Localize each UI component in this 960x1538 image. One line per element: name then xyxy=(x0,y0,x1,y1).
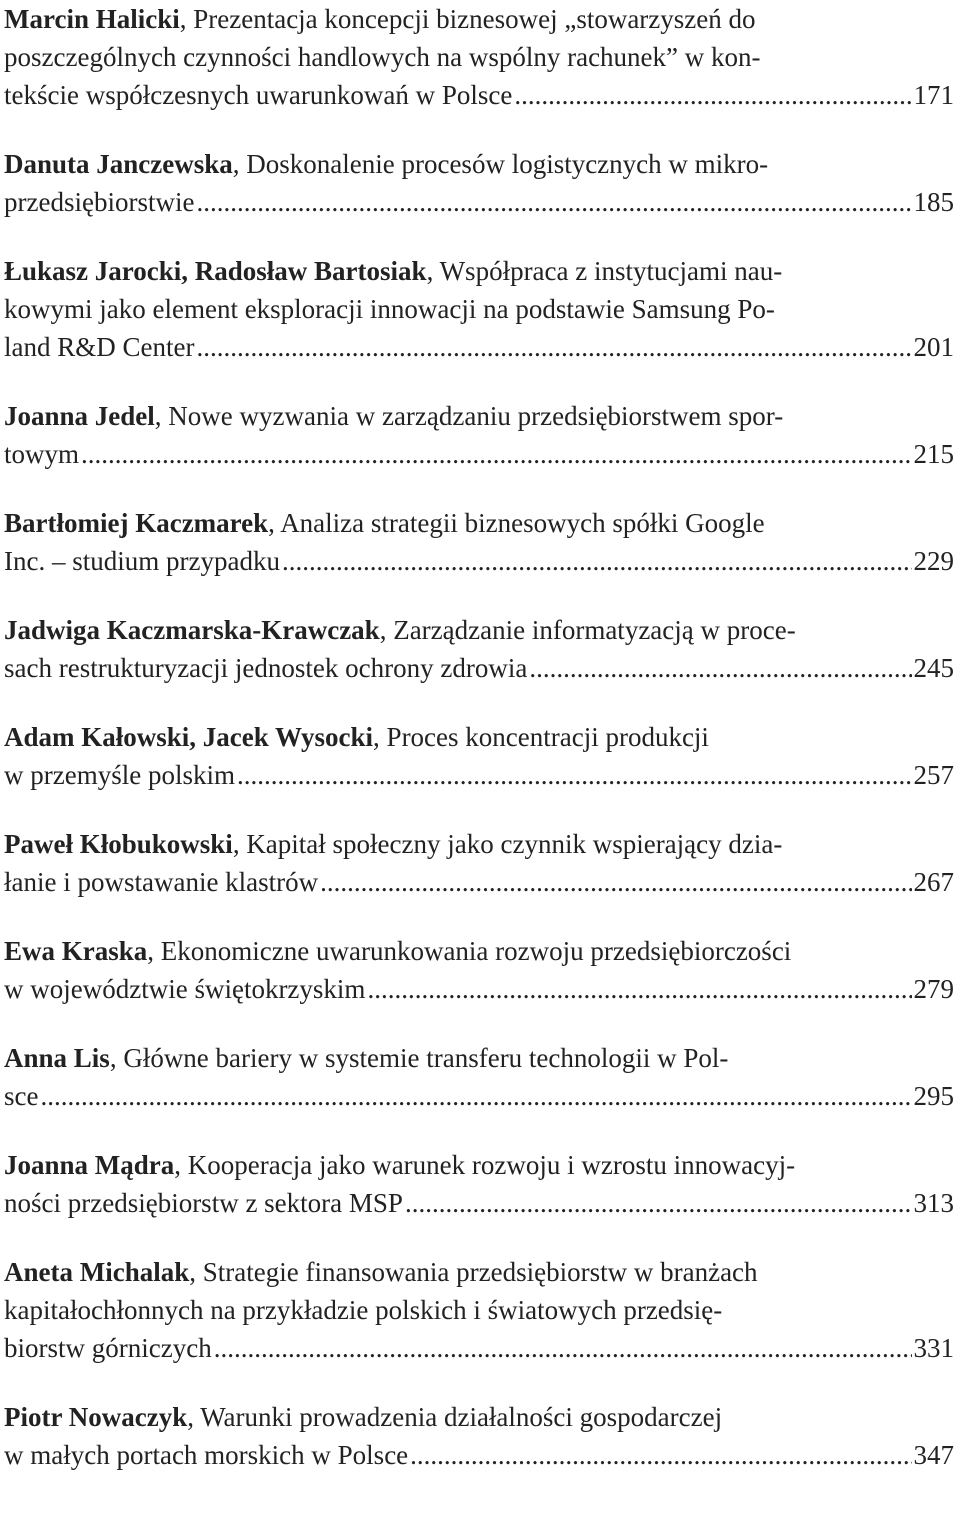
dot-leader xyxy=(405,1184,912,1222)
toc-entry-title: Kapitał społeczny jako czynnik wspierający dzia- xyxy=(246,829,783,859)
toc-entry-title-end: ności przedsiębiorstw z sektora MSP xyxy=(4,1188,403,1218)
dot-leader xyxy=(410,1436,911,1474)
dot-leader xyxy=(282,542,912,580)
toc-entry-last-line xyxy=(4,328,954,366)
toc-entry-title-end: towym xyxy=(4,439,80,469)
toc-entry-title: Strategie finansowania przedsiębiorstw w branżach xyxy=(202,1257,758,1287)
toc-entry-first-line: Joanna Jedel, Nowe wyzwania w zarządzaniu przedsiębiorstwem spor- xyxy=(4,401,784,431)
toc-entry-title-continued: kapitałochłonnych na przykładzie polskich i światowych przedsię- xyxy=(4,1295,723,1325)
dot-leader xyxy=(320,863,911,901)
toc-entry-page-number: 201 xyxy=(913,332,954,362)
toc-entry-title-continued: poszczególnych czynności handlowych na wspólny rachunek” w kon- xyxy=(4,42,761,72)
toc-entry[interactable] xyxy=(4,718,954,794)
toc-entry-title-end: land R&D Center xyxy=(4,332,195,362)
toc-entry-title: Główne bariery w systemie transferu technologii w Pol- xyxy=(123,1043,729,1073)
toc-entry-last-line xyxy=(4,756,954,794)
toc-entry-author: Łukasz Jarocki, Radosław Bartosiak xyxy=(4,256,427,286)
toc-entry-title: Zarządzanie informatyzacją w proce- xyxy=(393,615,796,645)
table-of-contents xyxy=(4,0,954,1505)
toc-entry-page-number: 171 xyxy=(913,80,954,110)
toc-entry-first-line: Ewa Kraska, Ekonomiczne uwarunkowania rozwoju przedsiębiorczości xyxy=(4,936,792,966)
toc-entry-title-end: łanie i powstawanie klastrów xyxy=(4,867,319,897)
toc-entry-first-line: Adam Kałowski, Jacek Wysocki, Proces koncentracji produkcji xyxy=(4,722,709,752)
dot-leader xyxy=(40,1077,911,1115)
toc-entry[interactable] xyxy=(4,504,954,580)
toc-entry-author: Adam Kałowski, Jacek Wysocki xyxy=(4,722,374,752)
toc-entry-page-number: 215 xyxy=(913,439,954,469)
toc-entry[interactable] xyxy=(4,1039,954,1115)
toc-entry-title: Współpraca z instytucjami nau- xyxy=(439,256,783,286)
toc-entry[interactable] xyxy=(4,1146,954,1222)
toc-entry-page-number: 331 xyxy=(913,1333,954,1363)
dot-leader xyxy=(514,76,911,114)
toc-entry-first-line: Piotr Nowaczyk, Warunki prowadzenia działalności gospodarczej xyxy=(4,1402,723,1432)
toc-entry-title: Analiza strategii biznesowych spółki Google xyxy=(280,508,765,538)
toc-entry-author: Ewa Kraska xyxy=(4,936,148,966)
toc-entry[interactable] xyxy=(4,1253,954,1367)
toc-entry-author: Joanna Mądra xyxy=(4,1150,175,1180)
toc-entry-title: Kooperacja jako warunek rozwoju i wzrostu innowacyj- xyxy=(187,1150,796,1180)
toc-entry-title-end: w przemyśle polskim xyxy=(4,760,235,790)
toc-entry-last-line xyxy=(4,970,954,1008)
toc-entry-title-end: w małych portach morskich w Polsce xyxy=(4,1440,409,1470)
toc-entry-page-number: 245 xyxy=(913,653,954,683)
dot-leader xyxy=(196,183,911,221)
toc-entry-last-line xyxy=(4,183,954,221)
toc-entry-first-line: Anna Lis, Główne bariery w systemie transferu technologii w Pol- xyxy=(4,1043,729,1073)
toc-entry-page-number: 295 xyxy=(913,1081,954,1111)
toc-entry-page-number: 257 xyxy=(913,760,954,790)
toc-entry-title-end: sach restrukturyzacji jednostek ochrony zdrowia xyxy=(4,653,528,683)
toc-entry-title-end: sce xyxy=(4,1081,39,1111)
toc-entry-first-line: Jadwiga Kaczmarska-Krawczak, Zarządzanie informatyzacją w proce- xyxy=(4,615,796,645)
toc-entry-last-line xyxy=(4,649,954,687)
toc-entry-title-end: biorstw górniczych xyxy=(4,1333,212,1363)
toc-entry[interactable] xyxy=(4,145,954,221)
toc-entry-title-end: tekście współczesnych uwarunkowań w Polsce xyxy=(4,80,513,110)
toc-entry-last-line xyxy=(4,1184,954,1222)
toc-entry-title-continued: kowymi jako element eksploracji innowacji na podstawie Samsung Po- xyxy=(4,294,775,324)
toc-entry[interactable] xyxy=(4,825,954,901)
toc-entry-author: Paweł Kłobukowski xyxy=(4,829,233,859)
toc-entry-last-line xyxy=(4,1329,954,1367)
toc-entry-last-line xyxy=(4,1436,954,1474)
toc-entry-page-number: 347 xyxy=(913,1440,954,1470)
dot-leader xyxy=(214,1329,912,1367)
dot-leader xyxy=(81,435,911,473)
toc-entry-page-number: 279 xyxy=(913,974,954,1004)
toc-entry-title-end: w województwie świętokrzyskim xyxy=(4,974,366,1004)
toc-entry-author: Jadwiga Kaczmarska-Krawczak xyxy=(4,615,380,645)
toc-entry-page-number: 313 xyxy=(913,1188,954,1218)
toc-entry[interactable] xyxy=(4,611,954,687)
toc-entry-author: Marcin Halicki xyxy=(4,4,180,34)
toc-entry-page-number: 229 xyxy=(913,546,954,576)
toc-entry-author: Bartłomiej Kaczmarek xyxy=(4,508,269,538)
toc-entry[interactable] xyxy=(4,932,954,1008)
toc-entry-first-line: Paweł Kłobukowski, Kapitał społeczny jako czynnik wspierający dzia- xyxy=(4,829,783,859)
dot-leader xyxy=(196,328,911,366)
toc-entry-author: Anna Lis xyxy=(4,1043,110,1073)
toc-entry-last-line xyxy=(4,542,954,580)
toc-entry-author: Joanna Jedel xyxy=(4,401,155,431)
toc-entry-first-line: Łukasz Jarocki, Radosław Bartosiak, Współpraca z instytucjami nau- xyxy=(4,256,783,286)
toc-entry-first-line: Joanna Mądra, Kooperacja jako warunek rozwoju i wzrostu innowacyj- xyxy=(4,1150,796,1180)
toc-entry-author: Danuta Janczewska xyxy=(4,149,233,179)
dot-leader xyxy=(237,756,912,794)
toc-entry-last-line xyxy=(4,76,954,114)
toc-entry[interactable] xyxy=(4,0,954,114)
dot-leader xyxy=(529,649,911,687)
toc-entry-title: Proces koncentracji produkcji xyxy=(386,722,709,752)
toc-entry[interactable] xyxy=(4,1398,954,1474)
toc-entry-title-end: przedsiębiorstwie xyxy=(4,187,195,217)
toc-entry-author: Aneta Michalak xyxy=(4,1257,190,1287)
toc-entry-title-end: Inc. – studium przypadku xyxy=(4,546,280,576)
toc-entry[interactable] xyxy=(4,252,954,366)
toc-entry-author: Piotr Nowaczyk xyxy=(4,1402,188,1432)
toc-entry-title: Prezentacja koncepcji biznesowej „stowarzyszeń do xyxy=(193,4,756,34)
toc-entry-title: Warunki prowadzenia działalności gospodarczej xyxy=(200,1402,723,1432)
toc-entry-title: Doskonalenie procesów logistycznych w mikro- xyxy=(246,149,769,179)
toc-entry[interactable] xyxy=(4,397,954,473)
toc-entry-first-line: Aneta Michalak, Strategie finansowania przedsiębiorstw w branżach xyxy=(4,1257,758,1287)
toc-entry-last-line xyxy=(4,435,954,473)
toc-entry-page-number: 267 xyxy=(913,867,954,897)
toc-entry-first-line: Bartłomiej Kaczmarek, Analiza strategii biznesowych spółki Google xyxy=(4,508,765,538)
toc-entry-title: Ekonomiczne uwarunkowania rozwoju przedsiębiorczości xyxy=(160,936,792,966)
toc-entry-last-line xyxy=(4,863,954,901)
toc-entry-page-number: 185 xyxy=(913,187,954,217)
toc-entry-first-line: Marcin Halicki, Prezentacja koncepcji biznesowej „stowarzyszeń do xyxy=(4,4,756,34)
dot-leader xyxy=(367,970,911,1008)
toc-entry-first-line: Danuta Janczewska, Doskonalenie procesów logistycznych w mikro- xyxy=(4,149,769,179)
toc-entry-title: Nowe wyzwania w zarządzaniu przedsiębiorstwem spor- xyxy=(168,401,784,431)
toc-entry-last-line xyxy=(4,1077,954,1115)
